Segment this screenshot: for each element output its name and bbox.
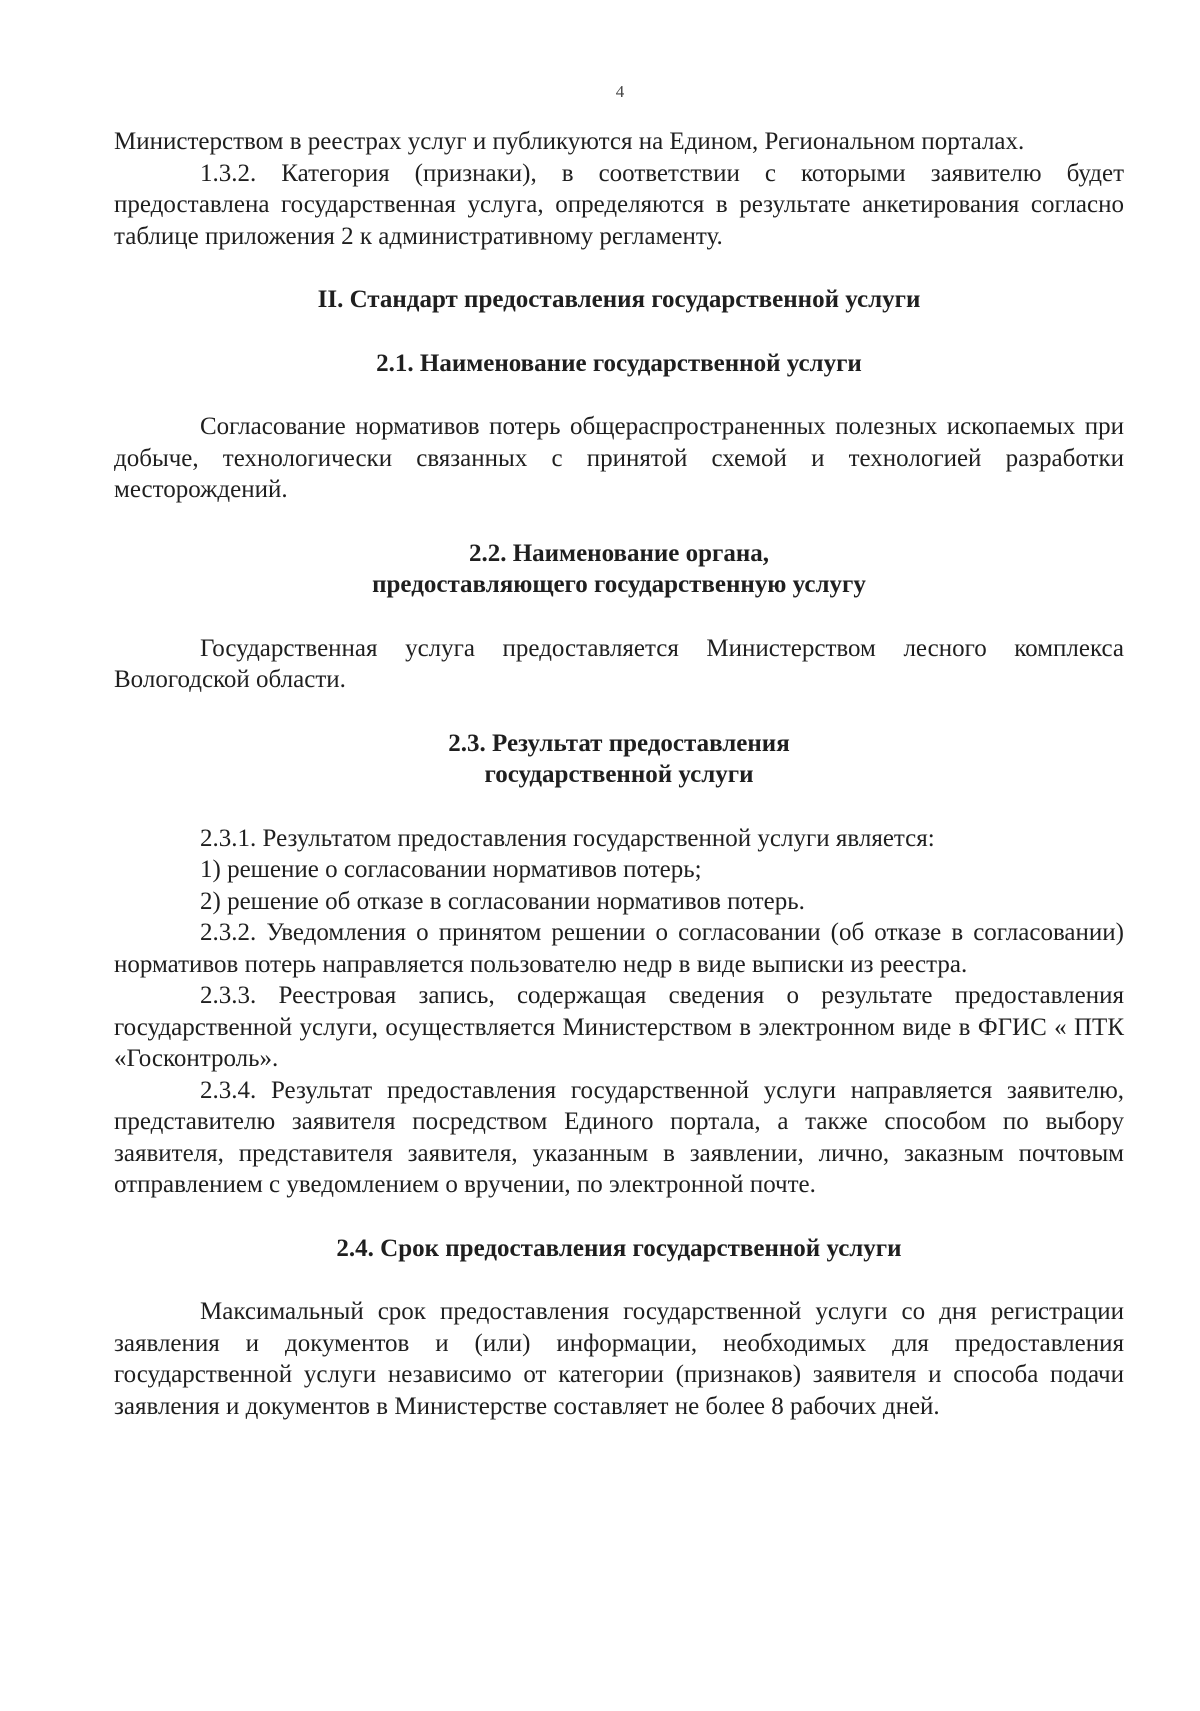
section-heading-ii: II. Стандарт предоставления государственной услуги: [317, 286, 921, 313]
document-body: [114, 126, 1124, 1422]
heading-2-2-line-1: 2.2. Наименование органа,: [468, 539, 770, 567]
heading-2-2-line-2: предоставляющего государственную услугу: [372, 571, 866, 598]
paragraph-continued: Министерством в реестрах услуг и публикуются на Едином, Региональном порталах.: [114, 128, 1025, 155]
paragraph-2-1: Согласование нормативов потерь общераспространенных полезных ископаемых при добыче, технологически связанных с принятой схемой и технологией разработки месторождений.: [114, 413, 1124, 503]
paragraph-2-2: Государственная услуга предоставляется Министерством лесного комплекса Вологодской области.: [114, 634, 1124, 693]
list-item-2-3-1-2: 2) решение об отказе в согласовании нормативов потерь.: [200, 887, 805, 915]
paragraph-2-3-1: 2.3.1. Результатом предоставления государственной услуги является:: [200, 824, 935, 852]
heading-2-4: 2.4. Срок предоставления государственной услуги: [336, 1234, 902, 1262]
paragraph-2-3-4: 2.3.4. Результат предоставления государственной услуги направляется заявителю, представителю заявителя посредством Единого портала, а также способом по выбору заявителя, представителя заявителя, указанным в заявлении, лично, заказным почтовым отправлением с уведомлением о вручении, по электронной почте.: [114, 1076, 1124, 1198]
heading-2-3-line-1: 2.3. Результат предоставления: [448, 729, 790, 757]
paragraph-2-3-2: 2.3.2. Уведомления о принятом решении о согласовании (об отказе в согласовании) нормативов потерь направляется пользователю недр в виде выписки из реестра.: [114, 919, 1124, 978]
paragraph-2-4: Максимальный срок предоставления государственной услуги со дня регистрации заявления и документов и (или) информации, необходимых для предоставления государственной услуги независимо от категории (признаков) заявителя и способа подачи заявления и документов в Министерстве составляет не более 8 рабочих дней.: [114, 1298, 1124, 1420]
page-number: 4: [615, 82, 625, 101]
paragraph-2-3-3: 2.3.3. Реестровая запись, содержащая сведения о результате предоставления государственной услуги, осуществляется Министерством в электронном виде в ФГИС « ПТК «Госконтроль».: [114, 982, 1124, 1072]
heading-2-1: 2.1. Наименование государственной услуги: [376, 349, 862, 377]
paragraph-1-3-2: 1.3.2. Категория (признаки), в соответствии с которыми заявителю будет предоставлена государственная услуга, определяются в результате анкетирования согласно таблице приложения 2 к административному регламенту.: [114, 159, 1124, 250]
heading-2-3-line-2: государственной услуги: [484, 761, 754, 788]
list-item-2-3-1-1: 1) решение о согласовании нормативов потерь;: [200, 856, 702, 883]
